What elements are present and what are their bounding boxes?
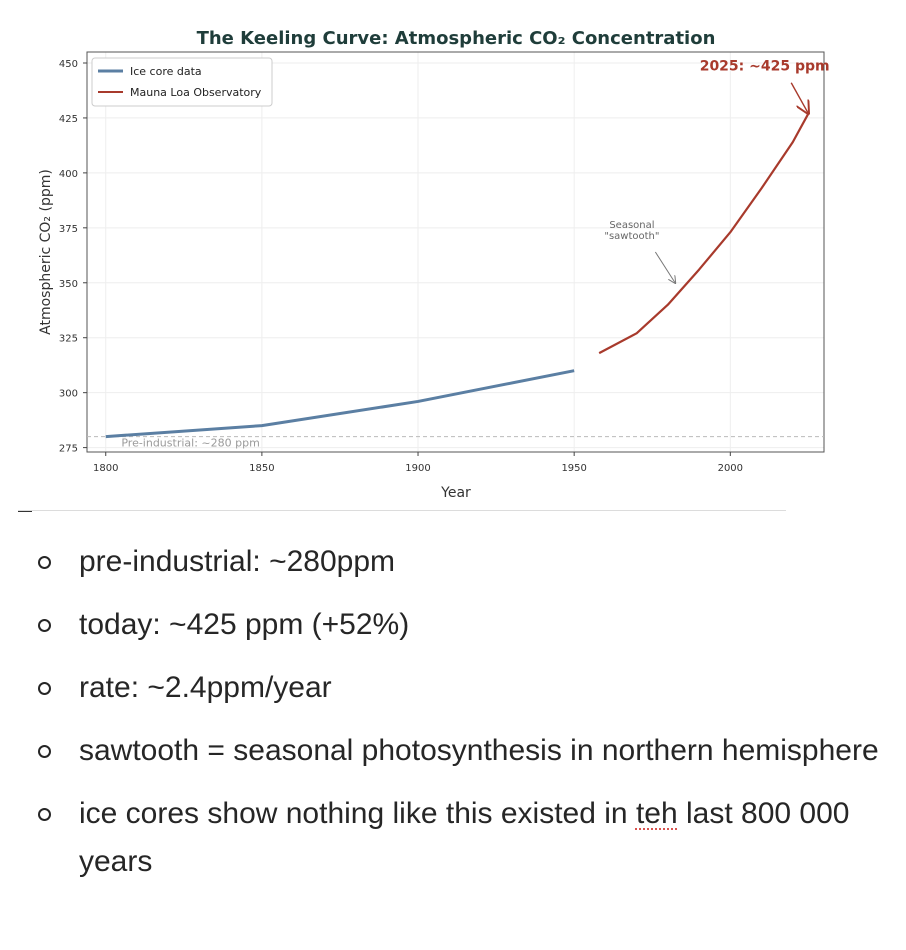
y-tick-label: 425 xyxy=(58,113,78,125)
chart-title: The Keeling Curve: Atmospheric CO₂ Concentration xyxy=(196,28,716,49)
note-text-before: ice cores show nothing like this existed in xyxy=(79,797,636,830)
note-text-after: last 800 000 years xyxy=(79,797,850,878)
note-text: pre-industrial: ~280ppm xyxy=(79,545,396,578)
x-tick-label: 1850 xyxy=(249,463,275,474)
y-tick-label: 375 xyxy=(58,223,78,235)
list-item xyxy=(0,790,906,886)
baseline-label: Pre-industrial: ~280 ppm xyxy=(121,436,260,450)
bullet-icon xyxy=(38,682,51,695)
annotation-seasonal-line2: "sawtooth" xyxy=(604,230,660,242)
x-tick-label: 1950 xyxy=(561,463,587,474)
y-tick-label: 400 xyxy=(58,168,78,180)
list-item xyxy=(0,601,906,649)
x-axis-label: Year xyxy=(441,485,471,501)
x-tick-label: 1800 xyxy=(93,463,119,474)
annotation-seasonal-arrow xyxy=(655,252,675,283)
annotation-2025: 2025: ~425 ppm xyxy=(699,58,830,75)
list-item xyxy=(0,538,906,586)
bullet-icon xyxy=(38,619,51,632)
y-tick-label: 300 xyxy=(58,388,78,400)
bullet-icon xyxy=(38,808,51,821)
misspelled-word[interactable]: teh xyxy=(635,797,678,830)
note-text: today: ~425 ppm (+52%) xyxy=(79,608,410,641)
y-tick-label: 275 xyxy=(58,443,78,455)
y-axis-label: Atmospheric CO₂ (ppm) xyxy=(38,169,54,335)
legend-label: Ice core data xyxy=(130,65,202,78)
bullet-icon xyxy=(38,745,51,758)
note-text: rate: ~2.4ppm/year xyxy=(79,671,332,704)
legend-label: Mauna Loa Observatory xyxy=(130,86,262,99)
bullet-icon xyxy=(38,556,51,569)
x-tick-label: 2000 xyxy=(717,463,744,474)
list-item xyxy=(0,727,906,775)
note-text: sawtooth = seasonal photosynthesis in northern hemisphere xyxy=(79,734,879,767)
annotation-2025-arrow xyxy=(791,83,808,114)
divider xyxy=(18,510,786,511)
y-tick-label: 450 xyxy=(58,58,78,70)
x-tick-label: 1900 xyxy=(405,463,431,474)
notes-list xyxy=(0,538,906,901)
annotation-seasonal-line1: Seasonal xyxy=(609,219,655,231)
y-tick-label: 325 xyxy=(58,333,78,345)
series-line-ice-core xyxy=(106,371,574,437)
list-item xyxy=(0,664,906,712)
y-tick-label: 350 xyxy=(58,278,78,290)
